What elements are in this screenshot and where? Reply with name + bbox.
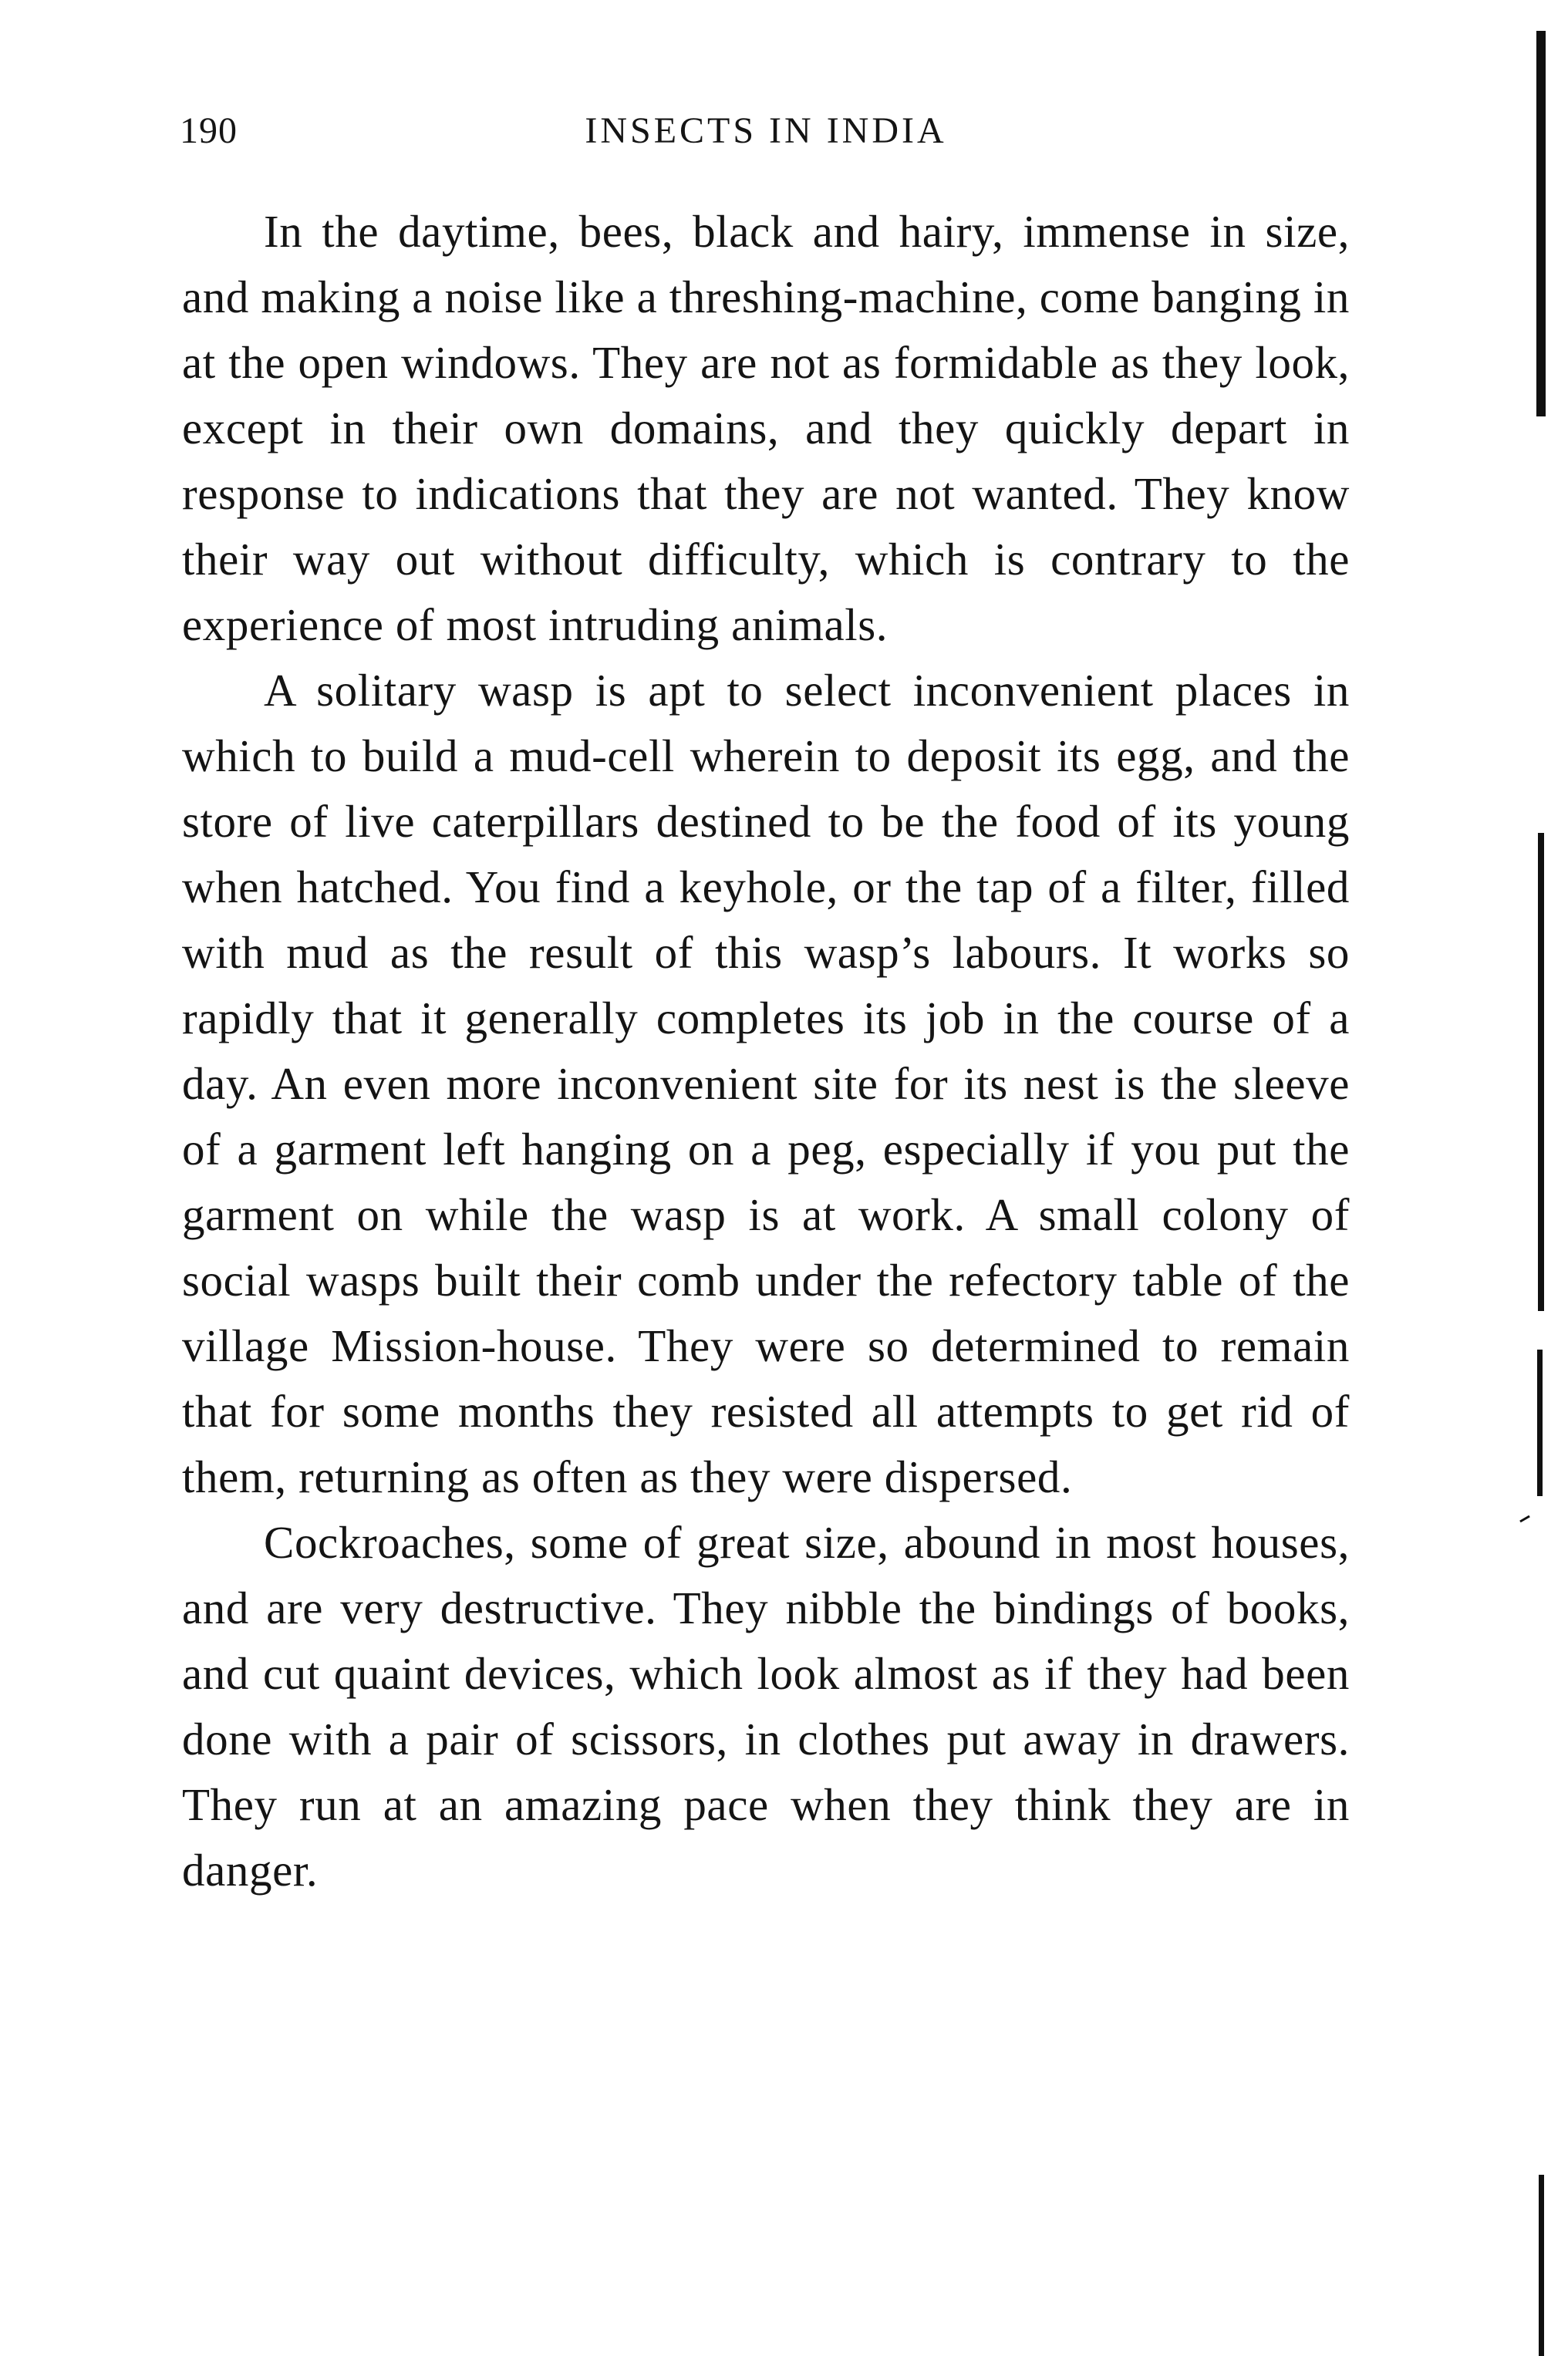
page-header bbox=[180, 110, 1352, 163]
paragraph-wasps: A solitary wasp is apt to select inconvenient places in which to build a mud-cell wherein to deposit its egg, and the store of live caterpillars destined to be the food of its young when hatched. You find a keyhole, or the tap of a filter, filled with mud as the result of this wasp’s labours. It works so rapidly that it generally completes its job in the course of a day. An even more inconvenient site for its nest is the sleeve of a garment left hanging on a peg, especially if you put the garment on while the wasp is at work. A small colony of social wasps built their comb under the refectory table of the village Mission-house. They were so determined to remain that for some months they resisted all attempts to get rid of them, returning as often as they were dispersed. bbox=[182, 665, 1350, 1502]
scan-edge-mark bbox=[1538, 833, 1544, 1311]
paragraph-bees: In the daytime, bees, black and hairy, immense in size, and making a noise like a threshing-machine, come banging in at the open windows. They are not as formidable as they look, except in their own domains, and they quickly depart in response to indications that they are not wanted. They know their way out without difficulty, which is contrary to the experience of most intruding animals. bbox=[182, 206, 1350, 650]
scan-speck bbox=[1519, 1515, 1530, 1523]
page-number: 190 bbox=[180, 110, 238, 151]
body-text bbox=[182, 199, 1350, 1903]
scan-edge-mark bbox=[1536, 31, 1546, 416]
running-head: INSECTS IN INDIA bbox=[585, 110, 947, 151]
scan-edge-mark bbox=[1539, 2175, 1544, 2356]
scan-edge-mark bbox=[1537, 1350, 1543, 1496]
paragraph-cockroaches: Cockroaches, some of great size, abound in most houses, and are very destructive. They nibble the bindings of books, and cut quaint devices, which look almost as if they had been done with a pair of scissors, in clothes put away in drawers. They run at an amazing pace when they think they are in danger. bbox=[182, 1517, 1350, 1896]
